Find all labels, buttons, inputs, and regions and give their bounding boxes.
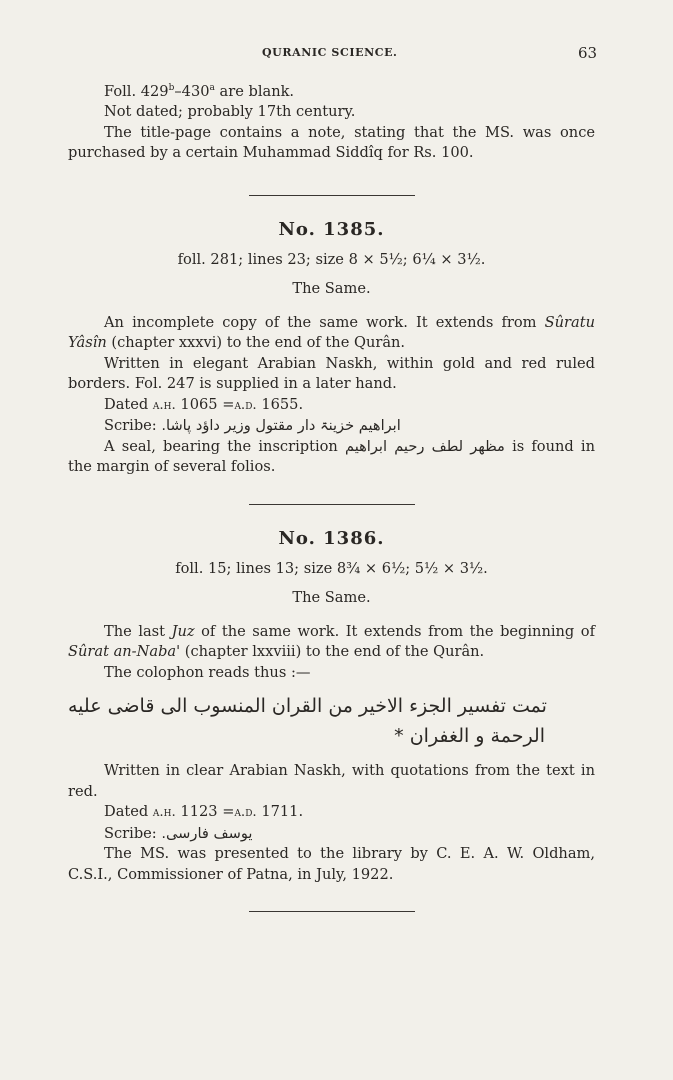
collation-1385: foll. 281; lines 23; size 8 × 5½; 6¼ × 3½. xyxy=(177,250,486,268)
section-divider xyxy=(249,911,415,912)
page-body xyxy=(68,78,595,912)
entry-number-1386: No. 1386. xyxy=(278,527,385,549)
title-page-note: The title-page contains a note, stating that the MS. was once purchased by a certain Muhammad Siddîq for Rs. 100. xyxy=(68,123,595,162)
script-note-1385: Written in elegant Arabian Naskh, within gold and red ruled borders. Fol. 247 is supplied in a later hand. xyxy=(68,354,595,393)
seal-note-1385: A seal, bearing the inscription مظهر لطف رحیم ابراهیم is found in the margin of several folios. xyxy=(68,437,595,476)
colophon-intro: The colophon reads thus :— xyxy=(104,663,311,681)
folio-note: Foll. 429$^b$–430$^a$ are blank. xyxy=(104,82,295,100)
colophon-line-1: تمت تفسیر الجزء الاخیر من القران المنسوب الی قاضی علیه xyxy=(68,695,547,718)
section-divider xyxy=(249,195,415,196)
script-note-1386: Written in clear Arabian Naskh, with quotations from the text in red. xyxy=(68,762,595,800)
description-1386: The last Juz of the same work. It extends from the beginning of Sûrat an-Naba' (chapter lxxviii) to the end of the Qurân. xyxy=(68,622,595,661)
running-title: QURANIC SCIENCE. xyxy=(262,46,398,59)
provenance-note: The MS. was presented to the library by C. E. A. W. Oldham, C.S.I., Commissioner of Patna, in July, 1922. xyxy=(68,845,595,883)
page-number: 63 xyxy=(578,44,598,62)
dated-1386: Dated a.h. 1123 =a.d. 1711. xyxy=(104,803,304,821)
scribe-name-1386: یوسف فارسی. xyxy=(161,824,253,842)
date-note: Not dated; probably 17th century. xyxy=(104,103,356,121)
page-header xyxy=(0,44,673,64)
work-title-1386: The Same. xyxy=(292,589,371,607)
colophon-line-2: الرحمة و الغفران * xyxy=(394,725,545,748)
scribe-1385: Scribe: ابراهیم خزینۃ دار مقتول وزیر داؤد پاشا. xyxy=(104,417,401,435)
scribe-name-1385: ابراهیم خزینۃ دار مقتول وزیر داؤد پاشا. xyxy=(161,417,401,435)
work-title-1385: The Same. xyxy=(292,280,371,298)
dated-1385: Dated a.h. 1065 =a.d. 1655. xyxy=(104,395,304,413)
entry-number-1385: No. 1385. xyxy=(278,218,385,240)
description-1385: An incomplete copy of the same work. It extends from Sûratu Yâsîn (chapter xxxvi) to the end of the Qurân. xyxy=(68,313,595,352)
scribe-1386: Scribe: یوسف فارسی. xyxy=(104,824,253,842)
section-divider xyxy=(249,504,415,505)
seal-inscription: مظهر لطف رحیم ابراهیم xyxy=(345,437,505,455)
collation-1386: foll. 15; lines 13; size 8¾ × 6½; 5½ × 3½. xyxy=(175,559,488,577)
